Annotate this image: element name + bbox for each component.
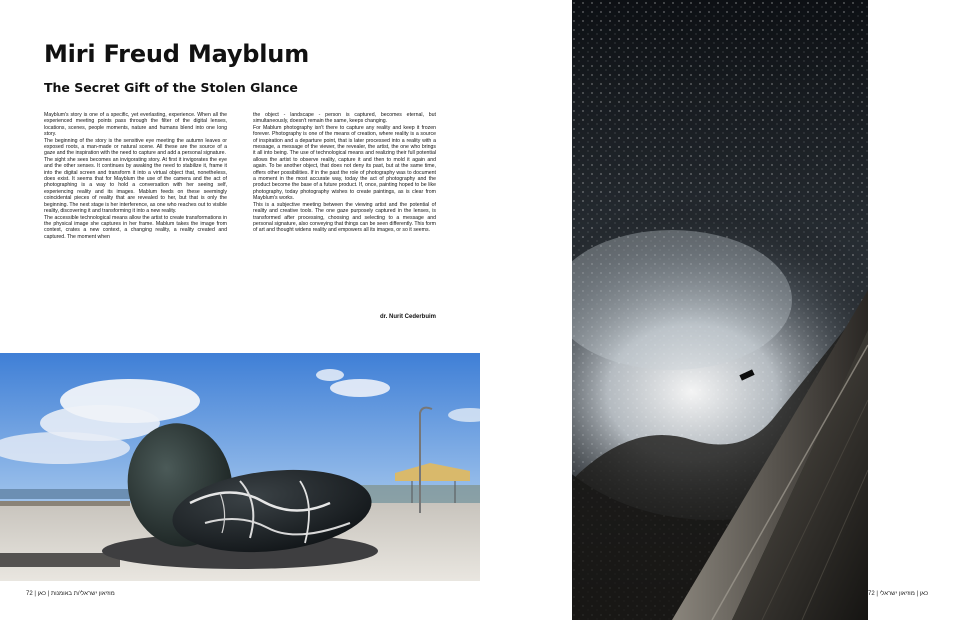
text-column-1 xyxy=(44,112,227,240)
paragraph: The sight she sees becomes an invigorating story. At first it invigorates the eye and the other senses. It continues by awaking the need to stabilize it, frame it into the digital screen and transform it into a virtual object that, nonetheless, does exist. It seems that for Mayblum the use of the camera and the act of photographing is a way to hold a conversation with her seeing self, experiencing reality and its images. Mablum feeds on these seemingly coincidental pieces of reality that are revealed to her, but that is only the beginning. The next stage is her interference, as one who reaches out to visible reality, discovering it and transforming it into a new reality. xyxy=(44,156,227,215)
sculpture-photo xyxy=(0,353,480,581)
text-column-2 xyxy=(253,112,436,234)
sea-spray-photo xyxy=(572,0,868,620)
author-signature: dr. Nurit Cederbuim xyxy=(379,314,436,320)
paragraph: The beginning of the story is the sensitive eye meeting the autumn leaves or exposed roots, a man-made or natural scene. All these are the source of a gaze and the inspiration with the need to capture and add a personal signature. xyxy=(44,137,227,157)
paragraph: For Mablum photography isn't there to capture any reality and keep it frozen forever. Photography is one of the means of creation, where reality is a source of inspiration and a departure point, that is later processed into a reality with a message, a message of the viewer, the revealer, the artist, the one who brings it all into being. The use of technological means and realizing their full potential allows the artist to observe reality, capture it and then to mold it again and again. To be another object, that does not deny its past, but at the same time, offers other possibilities. If in the past the role of photography was to document a moment in the most accurate way, today the act of photography and the product become the base of a future product. If, once, painting hoped to be like photography, today photography wishes to create paintings, as is clear from Mayblum's works. xyxy=(253,124,436,202)
page-folio-right: כאן | מוזיאון ישראלי | 72 xyxy=(868,591,929,597)
paragraph: the object - landscape - person is captured, becomes eternal, but simultaneously, doesn't remain the same, keeps changing. xyxy=(253,112,436,125)
article-subtitle: The Secret Gift of the Stolen Glance xyxy=(44,80,298,95)
paragraph: The accessible technological means allow the artist to create transformations in the physical image she captures in her frame. Mablum takes the image from context, crates a new context, a changing reality, a reality created and captured. The moment when xyxy=(44,214,227,240)
sculpture-photo-illustration xyxy=(0,353,480,581)
paragraph: Mayblum's story is one of a specific, yet everlasting, experience. When all the experienced meeting points pass through the filter of the digital lenses, locations, scenes, people moments, nature and humans blend into one long story. xyxy=(44,112,227,138)
page-folio-left: 72 | מוזיאון ישראלי/ת באומנות | כאן xyxy=(26,591,115,597)
sea-spray-photo-illustration xyxy=(572,0,868,620)
paragraph: This is a subjective meeting between the viewing artist and the potential of reality and creative tools. The one gaze purposely captured in the lenses, is transformed after processing, choosing and selecting to a message and personal signature, also conveying that things can be seen differently. This form of art and thought widens reality and empowers all its images, or so it seems. xyxy=(253,201,436,234)
article-title: Miri Freud Mayblum xyxy=(44,40,310,68)
